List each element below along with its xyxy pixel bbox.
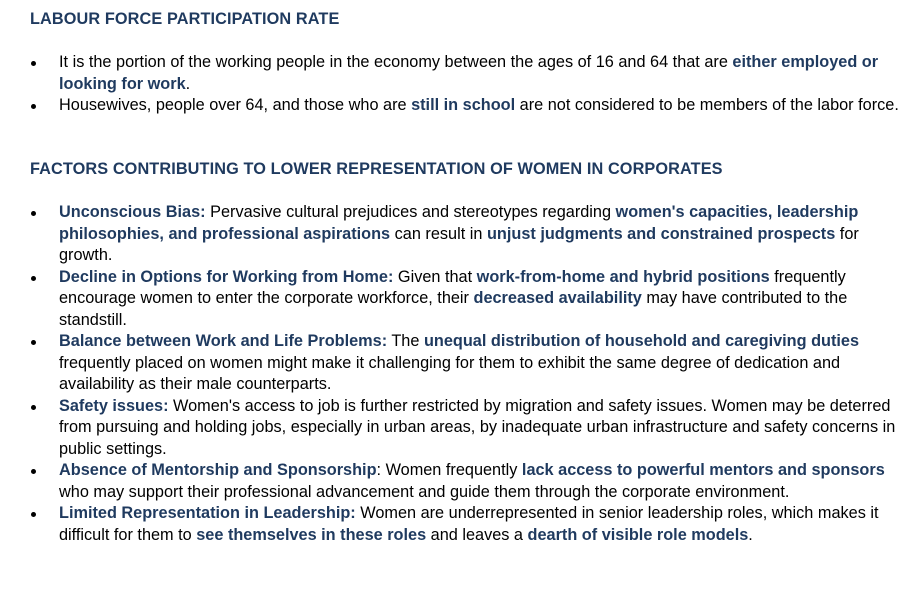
bullet-item — [0, 331, 910, 396]
highlighted-text: women's capacities, leadership philosophies, and professional aspirations — [59, 203, 859, 243]
body-text: for growth. — [59, 224, 859, 264]
body-text: frequently encourage women to enter the corporate workforce, their — [59, 267, 846, 307]
body-text: frequently placed on women might make it challenging for them to exhibit the same degree of dedication and availability as their male counterparts. — [59, 353, 841, 393]
body-text: . — [185, 74, 191, 93]
bullet-dot-icon — [31, 276, 36, 281]
highlighted-text: Absence of Mentorship and Sponsorship — [59, 461, 377, 479]
factors-bullet-list — [0, 202, 910, 546]
bullet-item — [0, 52, 910, 95]
highlighted-text: Limited Representation in Leadership: — [59, 504, 356, 522]
highlighted-text: Unconscious Bias: — [59, 203, 206, 221]
highlighted-text: Balance between Work and Life Problems: — [59, 332, 388, 350]
bullet-dot-icon — [31, 61, 36, 66]
bullet-dot-icon — [31, 469, 36, 474]
bullet-item — [0, 202, 910, 267]
highlighted-text: dearth of visible role models — [527, 525, 749, 544]
highlighted-text: work-from-home and hybrid positions — [476, 267, 770, 286]
bullet-dot-icon — [31, 104, 36, 109]
body-text: Women are underrepresented in senior leadership roles, which makes it difficult for them to — [59, 504, 879, 544]
body-text: who may support their professional advancement and guide them through the corporate environment. — [59, 482, 790, 501]
labour-force-bullet-list — [0, 52, 910, 117]
body-text: It is the portion of the working people in the economy between the ages of 16 and 64 that are — [59, 53, 733, 71]
section-heading-labour-force: LABOUR FORCE PARTICIPATION RATE — [30, 10, 340, 28]
body-text: are not considered to be members of the labor force. — [515, 96, 899, 114]
highlighted-text: either employed or looking for work — [59, 53, 879, 93]
bullet-item — [0, 503, 910, 546]
highlighted-text: lack access to powerful mentors and sponsors — [521, 461, 885, 479]
body-text: : Women frequently — [376, 461, 522, 479]
body-text: Women's access to job is further restricted by migration and safety issues. Women may be deterred from pursuing and holding jobs, especially in urban areas, by inadequate urban infrastructure and safety concerns in public settings. — [59, 396, 896, 458]
bullet-dot-icon — [31, 340, 36, 345]
body-text: Given that — [393, 267, 477, 286]
bullet-item — [0, 396, 910, 461]
body-text: . — [748, 525, 753, 544]
bullet-dot-icon — [31, 211, 36, 216]
bullet-dot-icon — [31, 405, 36, 410]
highlighted-text: see themselves in these roles — [196, 525, 427, 544]
highlighted-text: unjust judgments and constrained prospects — [486, 224, 836, 243]
body-text: may have contributed to the standstill. — [59, 289, 848, 329]
section-heading-factors: FACTORS CONTRIBUTING TO LOWER REPRESENTATION OF WOMEN IN CORPORATES — [30, 160, 723, 178]
body-text: The — [387, 332, 424, 350]
highlighted-text: still in school — [411, 96, 516, 114]
highlighted-text: unequal distribution of household and caregiving duties — [423, 332, 860, 350]
bullet-dot-icon — [31, 512, 36, 517]
body-text: Housewives, people over 64, and those who are — [59, 96, 412, 114]
body-text: can result in — [390, 224, 487, 243]
highlighted-text: Decline in Options for Working from Home: — [59, 267, 394, 286]
body-text: and leaves a — [426, 525, 528, 544]
bullet-item — [0, 460, 910, 503]
bullet-item — [0, 267, 910, 332]
bullet-item — [0, 95, 910, 117]
highlighted-text: decreased availability — [473, 289, 642, 307]
highlighted-text: Safety issues: — [59, 396, 169, 415]
body-text: Pervasive cultural prejudices and stereotypes regarding — [205, 203, 616, 221]
